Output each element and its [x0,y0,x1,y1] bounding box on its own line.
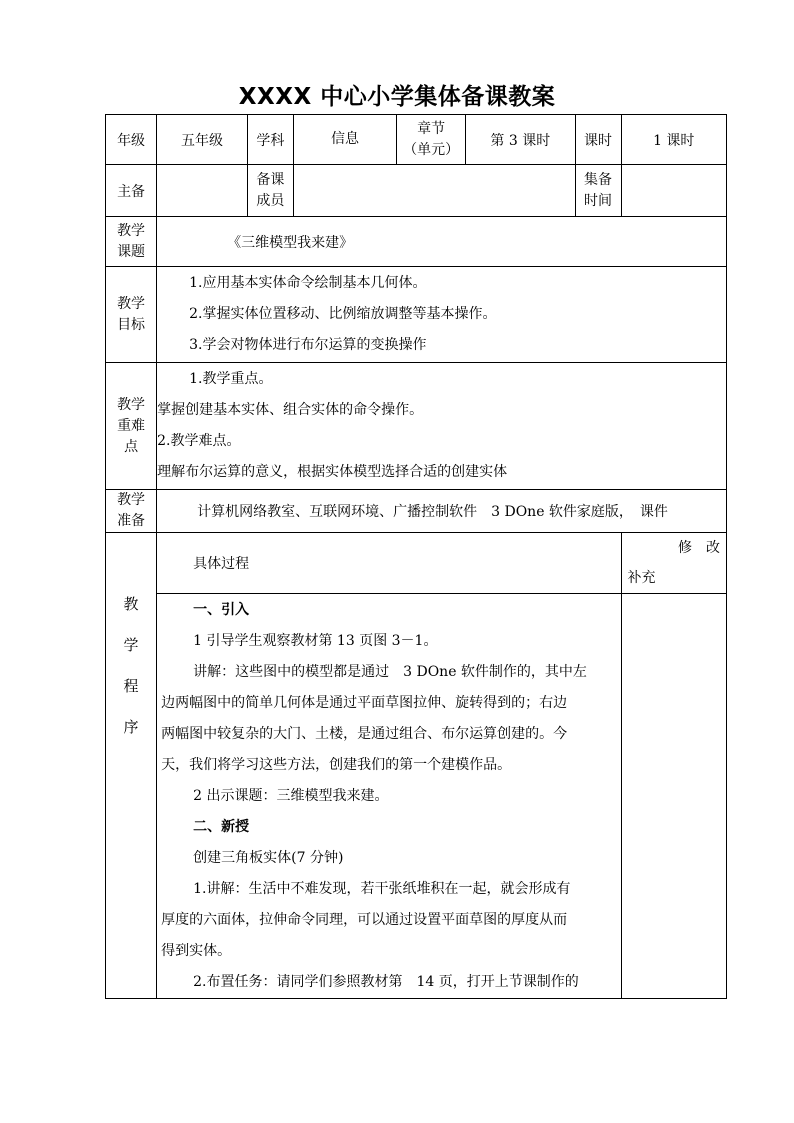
key-point-heading: 2.教学难点。 [157,433,241,449]
procedure-label-char: 序 [123,717,139,736]
grade-label: 年级 [106,115,157,165]
key-point-text: 掌握创建基本实体、组合实体的命令操作。 [157,402,424,418]
row-prep [106,490,727,533]
procedure-line: 边两幅图中的简单几何体是通过平面草图拉伸、旋转得到的；右边 [161,695,568,711]
goal-item: 1.应用基本实体命令绘制基本几何体。 [189,275,427,291]
key-points-label [106,363,157,490]
prep-label [106,490,157,533]
procedure-line: 2 出示课题：三维模型我来建。 [193,788,389,804]
procedure-line: 天，我们将学习这些方法，创建我们的第一个建模作品。 [161,757,512,773]
procedure-label-char: 学 [123,635,139,654]
members-value [293,165,575,217]
row-basic-info [106,115,727,165]
procedure-line: 二、新授 [193,819,250,835]
chapter-value: 第 3 课时 [466,115,576,165]
key-point-text: 理解布尔运算的意义，根据实体模型选择合适的创建实体 [157,464,508,480]
procedure-line: 得到实体。 [161,943,232,959]
topic-text: 《三维模型我来建》 [227,234,354,251]
revise-content [621,594,727,999]
goals-content [157,267,727,363]
prep-label-line1: 教学 [117,492,146,508]
key-points-label-line3: 点 [124,438,139,455]
revise-header [621,533,727,594]
row-topic [106,217,727,267]
procedure-header-text: 具体过程 [193,556,250,572]
key-points-content [157,363,727,490]
row-procedure-body [106,594,727,999]
prep-label-line2: 准备 [117,513,146,529]
key-points-label-line1: 教学 [117,396,146,413]
goal-item: 3.学会对物体进行布尔运算的变换操作 [189,337,427,353]
topic-label-line2: 课题 [117,243,146,260]
period-label: 课时 [575,115,621,165]
key-points-label-line2: 重难 [117,417,146,434]
procedure-label-char: 教 [123,594,139,613]
subject-label: 学科 [247,115,293,165]
period-value: 1 课时 [621,115,727,165]
subject-value: 信息 [293,115,396,165]
lesson-plan-table [105,114,727,999]
goals-label-line1: 教学 [117,295,146,312]
lead-label: 主备 [106,165,157,217]
time-label-line2: 时间 [584,192,613,209]
time-value [621,165,727,217]
procedure-line: 讲解：这些图中的模型都是通过 3 DOne 软件制作的，其中左 [193,664,587,680]
time-label-line1: 集备 [584,171,613,188]
procedure-line: 1.讲解：生活中不难发现，若干张纸堆积在一起，就会形成有 [193,881,571,897]
procedure-content [157,594,621,999]
page-title: XXXX 中心小学集体备课教案 [238,84,556,110]
topic-label-line1: 教学 [117,222,146,239]
members-label-line2: 成员 [256,192,285,209]
row-goals [106,267,727,363]
procedure-line: 两幅图中较复杂的大门、土楼，是通过组合、布尔运算创建的。今 [161,726,568,742]
procedure-label [106,533,157,999]
chapter-label-line2: （单元） [403,141,460,158]
procedure-line: 厚度的六面体，拉伸命令同理，可以通过设置平面草图的厚度从而 [161,912,568,928]
row-procedure-header [106,533,727,594]
prep-text: 计算机网络教室、互联网环境、广播控制软件 3 DOne 软件家庭版， 课件 [197,504,668,520]
topic-value [157,217,727,267]
revise-label-line2: 补充 [627,570,656,586]
procedure-line: 创建三角板实体(7 分钟) [193,850,344,866]
procedure-line: 1 引导学生观察教材第 13 页图 3－1。 [193,633,438,649]
goal-item: 2.掌握实体位置移动、比例缩放调整等基本操作。 [189,306,497,322]
procedure-line: 2.布置任务：请同学们参照教材第 14 页，打开上节课制作的 [193,974,579,990]
chapter-label [397,115,466,165]
key-point-heading: 1.教学重点。 [189,371,273,387]
lead-value [157,165,248,217]
goals-label-line2: 目标 [117,316,146,333]
grade-value: 五年级 [157,115,248,165]
row-preparers [106,165,727,217]
time-label [575,165,621,217]
revise-label-line1: 修 改 [678,540,720,556]
procedure-header [157,533,621,594]
goals-label [106,267,157,363]
chapter-label-line1: 章节 [417,120,446,137]
topic-label [106,217,157,267]
procedure-line: 一、引入 [193,602,250,618]
prep-content [157,490,727,533]
members-label-line1: 备课 [256,171,285,188]
procedure-label-char: 程 [123,676,139,695]
members-label [247,165,293,217]
row-key-points [106,363,727,490]
